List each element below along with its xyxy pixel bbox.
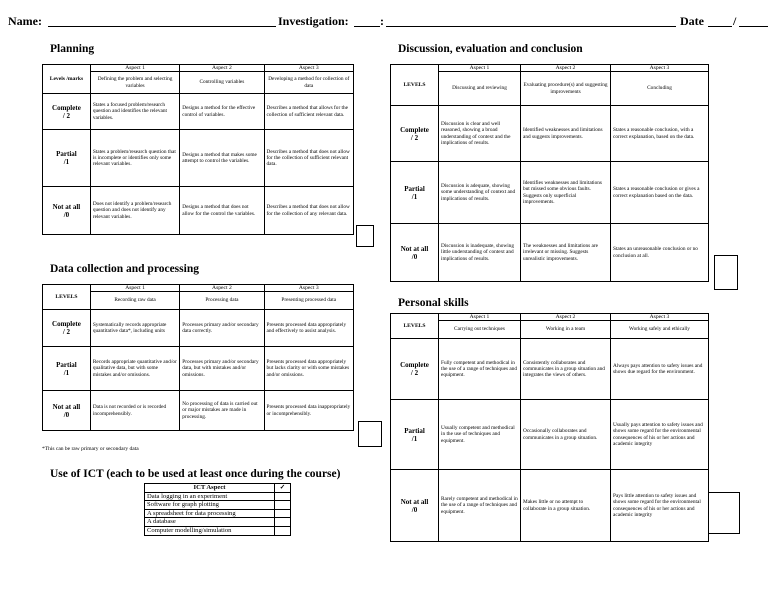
rubric-cell: Presents processed data appropriately and effectively to assist analysis.: [264, 310, 353, 347]
date-day-field[interactable]: [708, 14, 732, 27]
aspect-name: Carrying out techniques: [439, 321, 521, 339]
data-collection-title: Data collection and processing: [50, 263, 199, 275]
data-footnote: *This can be raw primary or secondary data: [42, 446, 139, 452]
planning-title: Planning: [50, 43, 95, 55]
discussion-title: Discussion, evaluation and conclusion: [398, 43, 583, 55]
rubric-cell: Records appropriate quantitative and/or qualitative data, but with some mistakes and/or omissions.: [90, 347, 179, 391]
rubric-cell: Rarely competent and methodical in the use of a range of techniques and equipment.: [439, 470, 521, 542]
rubric-cell: Occasionally collaborates and communicates in a group situation.: [521, 400, 611, 470]
rubric-cell: Identifies weaknesses and limitations but missed some obvious faults. Suggests only superficial improvements.: [521, 162, 611, 224]
rubric-cell: Discussion is clear and well reasoned, showing a broad understanding of context and the implications of results.: [439, 106, 521, 162]
aspect-name: Concluding: [611, 72, 709, 106]
aspect-name: Recording raw data: [90, 292, 179, 310]
discussion-score-box[interactable]: [714, 255, 738, 290]
level-header: LEVELS: [391, 314, 439, 339]
rubric-cell: Usually pays attention to safety issues and shows some regard for the environmental consequences of his or her actions and academic integrity: [611, 400, 709, 470]
rubric-cell: Discussion is inadequate, showing little understanding of context and implications of results.: [439, 224, 521, 282]
rubric-cell: Discussion is adequate, showing some understanding of context and implications of results.: [439, 162, 521, 224]
personal-skills-table: LEVELS Aspect 1 Aspect 2 Aspect 3 Carrying out techniques Working in a team Working safely and ethically Complete / 2 Fully competent and methodical in the use of a range of techniques and equipment. Consistently collaborates and communicates in a group situation and integrates the views of others. Always pays attention to safety issues and shows due regard for the environment. Partial /1 Usually competent and methodical in the use of techniques and equipment. Occasionally collaborates and communicates in a group situation. Usually pays attention to safety issues and shows some regard for the environmental consequences of his or her actions and academic integrity Not at all /0 Rarely competent and methodical in the use of a range of techniques and equipment. Makes little or no attempt to collaborate in a group situation. Pays little attention to safety issues and shows some regard for the environmental consequences of his or her actions and academic integrity: [390, 313, 709, 542]
ict-checkbox[interactable]: [275, 526, 291, 535]
aspect-name: Working safely and ethically: [611, 321, 709, 339]
name-field[interactable]: [48, 14, 276, 27]
name-label: Name:: [8, 14, 42, 28]
rubric-cell: Designs a method that makes some attempt to control the variables.: [180, 130, 264, 187]
aspect-name: Defining the problem and selecting variables: [90, 72, 179, 94]
rubric-cell: Systematically records appropriate quantitative data*, including units: [90, 310, 179, 347]
data-collection-table: LEVELS Aspect 1 Aspect 2 Aspect 3 Recording raw data Processing data Presenting processed data Complete / 2 Systematically records appropriate quantitative data*, including units Processes primary and/or secondary data correctly. Presents processed data appropriately and effectively to assist analysis. Partial /1 Records appropriate quantitative and/or qualitative data, but with some mistakes and/or omissions. Processes primary and/or secondary data, but with mistakes and/or omissions. Presents processed data appropriately but lacks clarity or with some mistakes and/or omissions. Not at all /0 Data is not recorded or is recorded incomprehensibly. No processing of data is carried out or major mistakes are made in processing. Presents processed data inappropriately or incomprehensibly.: [42, 284, 354, 431]
aspect-name: Presenting processed data: [264, 292, 353, 310]
rubric-cell: Identified weaknesses and limitations and suggests improvements.: [521, 106, 611, 162]
aspect-name: Processing data: [180, 292, 264, 310]
rubric-cell: Designs a method that does not allow for the control the variables.: [180, 187, 264, 235]
investigation-title-field[interactable]: [386, 14, 676, 27]
level-header: LEVELS: [43, 285, 91, 310]
personal-skills-score-box[interactable]: [708, 492, 740, 534]
rubric-cell: States a reasonable conclusion, with a correct explanation, based on the data.: [611, 106, 709, 162]
rubric-cell: Processes primary and/or secondary data, but with mistakes and/or omissions.: [180, 347, 264, 391]
rubric-cell: States a reasonable conclusion or gives a correct explanation based on the data.: [611, 162, 709, 224]
rubric-cell: Describes a method that does not allow for the collection of sufficient relevant data.: [264, 130, 353, 187]
personal-skills-title: Personal skills: [398, 297, 469, 309]
aspect-name: Evaluating procedure(s) and suggesting improvements: [521, 72, 611, 106]
ict-item: Data logging in an experiment: [145, 492, 275, 501]
planning-table: Levels /marks Aspect 1 Aspect 2 Aspect 3 Defining the problem and selecting variables Controlling variables Developing a method for collection of data Complete / 2 States a focused problem/research question and identifies the relevant variables. Designs a method for the effective control of variables. Describes a method that allows for the collection of sufficient relevant data. Partial /1 States a problem/research question that is incomplete or identifies only some relevant variables. Designs a method that makes some attempt to control the variables. Describes a method that does not allow for the collection of sufficient relevant data. Not at all /0 Does not identify a problem/research question and does not identify any relevant variables. Designs a method that does not allow for the control the variables. Describes a method that does not allow for the collection of any relevant data.: [42, 64, 354, 235]
rubric-cell: Pays little attention to safety issues and shows some regard for the environmental consequences of his or her actions and academic integrity: [611, 470, 709, 542]
rubric-cell: Always pays attention to safety issues and shows due regard for the environment.: [611, 339, 709, 400]
rubric-cell: Presents processed data inappropriately or incomprehensibly.: [264, 391, 353, 431]
planning-score-box[interactable]: [356, 225, 374, 247]
rubric-cell: Presents processed data appropriately but lacks clarity or with some mistakes and/or omissions.: [264, 347, 353, 391]
aspect-name: Working in a team: [521, 321, 611, 339]
rubric-cell: Describes a method that allows for the collection of sufficient relevant data.: [264, 94, 353, 130]
aspect-name: Developing a method for collection of data: [264, 72, 353, 94]
ict-header: ICT Aspect: [145, 484, 275, 493]
rubric-cell: Processes primary and/or secondary data correctly.: [180, 310, 264, 347]
ict-item: Computer modelling/simulation: [145, 526, 275, 535]
ict-checkbox[interactable]: [275, 518, 291, 527]
rubric-cell: States a focused problem/research question and identifies the relevant variables.: [90, 94, 179, 130]
ict-checkbox[interactable]: [275, 501, 291, 510]
rubric-cell: States an unreasonable conclusion or no conclusion at all.: [611, 224, 709, 282]
data-collection-score-box[interactable]: [358, 421, 382, 447]
rubric-cell: States a problem/research question that is incomplete or identifies only some relevant variables.: [90, 130, 179, 187]
rubric-cell: Data is not recorded or is recorded incomprehensibly.: [90, 391, 179, 431]
rubric-cell: Designs a method for the effective control of variables.: [180, 94, 264, 130]
ict-item: A spreadsheet for data processing: [145, 509, 275, 518]
ict-table: [144, 483, 291, 536]
date-label: Date: [680, 14, 704, 28]
aspect-name: Discussing and reviewing: [439, 72, 521, 106]
ict-item: Software for graph plotting: [145, 501, 275, 510]
discussion-table: LEVELS Aspect 1 Aspect 2 Aspect 3 Discussing and reviewing Evaluating procedure(s) and suggesting improvements Concluding Complete / 2 Discussion is clear and well reasoned, showing a broad understanding of context and the implications of results. Identified weaknesses and limitations and suggests improvements. States a reasonable conclusion, with a correct explanation, based on the data. Partial /1 Discussion is adequate, showing some understanding of context and implications of results. Identifies weaknesses and limitations but missed some obvious faults. Suggests only superficial improvements. States a reasonable conclusion or gives a correct explanation based on the data. Not at all /0 Discussion is inadequate, showing little understanding of context and implications of results. The weaknesses and limitations are irrelevant or missing. Suggests unrealistic improvements. States an unreasonable conclusion or no conclusion at all.: [390, 64, 709, 282]
rubric-cell: Fully competent and methodical in the use of a range of techniques and equipment.: [439, 339, 521, 400]
level-header: Levels /marks: [43, 65, 91, 94]
investigation-label: Investigation:: [278, 14, 349, 28]
rubric-cell: Usually competent and methodical in the use of techniques and equipment.: [439, 400, 521, 470]
form-header: Name: Investigation: : Date /: [8, 14, 760, 34]
ict-item: A database: [145, 518, 275, 527]
ict-title: Use of ICT (each to be used at least once during the course): [50, 468, 341, 480]
rubric-cell: Consistently collaborates and communicates in a group situation and integrates the views of others.: [521, 339, 611, 400]
date-month-field[interactable]: [739, 14, 768, 27]
investigation-number-field[interactable]: [354, 14, 380, 27]
rubric-cell: Makes little or no attempt to collaborate in a group situation.: [521, 470, 611, 542]
rubric-cell: The weaknesses and limitations are irrelevant or missing. Suggests unrealistic improvements.: [521, 224, 611, 282]
check-icon: ✓: [275, 484, 291, 493]
level-header: LEVELS: [391, 65, 439, 106]
ict-checkbox[interactable]: [275, 492, 291, 501]
aspect-name: Controlling variables: [180, 72, 264, 94]
rubric-cell: No processing of data is carried out or major mistakes are made in processing.: [180, 391, 264, 431]
rubric-cell: Does not identify a problem/research question and does not identify any relevant variables.: [90, 187, 179, 235]
rubric-cell: Describes a method that does not allow for the collection of any relevant data.: [264, 187, 353, 235]
ict-checkbox[interactable]: [275, 509, 291, 518]
